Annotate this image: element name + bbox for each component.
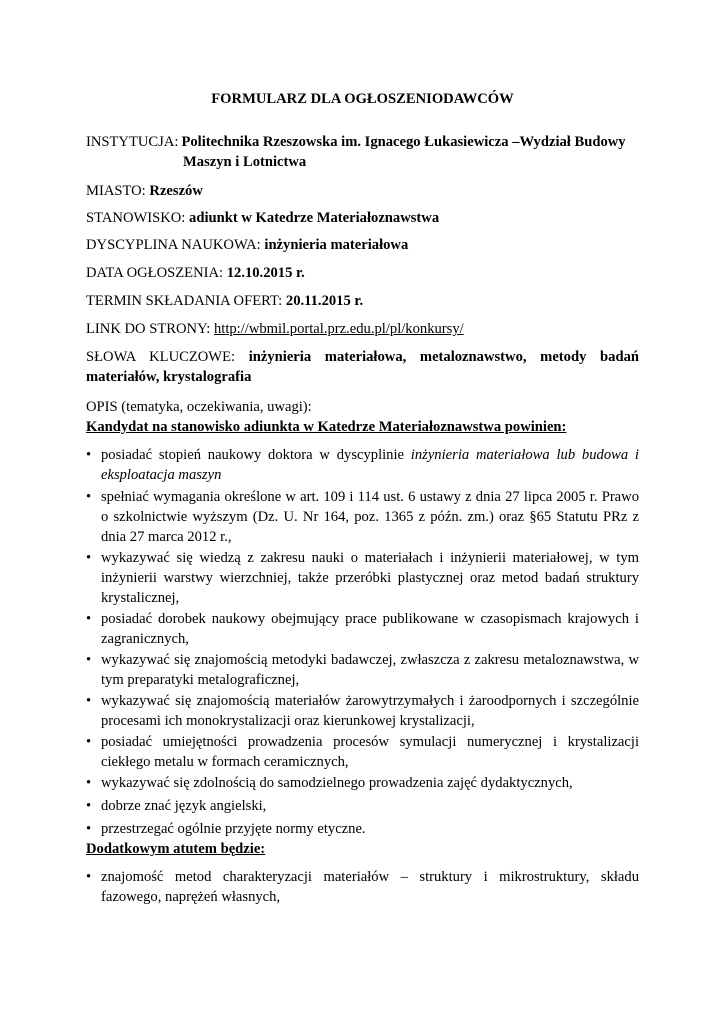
list-item bbox=[86, 867, 639, 907]
requirements-list bbox=[86, 445, 639, 839]
discipline-field bbox=[86, 235, 639, 255]
list-item bbox=[86, 487, 639, 547]
bullet-icon: • bbox=[86, 798, 92, 814]
city-label: MIASTO: bbox=[86, 183, 146, 199]
bullet-icon: • bbox=[86, 489, 92, 505]
list-item bbox=[86, 609, 639, 649]
deadline-value: 20.11.2015 r. bbox=[285, 293, 364, 309]
position-field bbox=[86, 208, 639, 228]
requirement-text: posiadać umiejętności prowadzenia procesów symulacji numerycznej i krystalizacji ciekłego metalu w formach ceramicznych, bbox=[101, 734, 639, 770]
requirement-text-italic: inżynieria materiałowa lub budowa i eksploatacja maszyn bbox=[101, 447, 639, 483]
requirement-text: wykazywać się znajomością materiałów żarowytrzymałych i żaroodpornych i szczególnie procesami ich monokrystalizacji oraz kierunkowej krystalizacji, bbox=[101, 693, 639, 729]
discipline-value: inżynieria materiałowa bbox=[264, 237, 409, 253]
description-label: OPIS (tematyka, oczekiwania, uwagi): bbox=[86, 399, 312, 415]
additional-heading: Dodatkowym atutem będzie: bbox=[86, 841, 266, 857]
page-title: FORMULARZ DLA OGŁOSZENIODAWCÓW bbox=[211, 91, 514, 107]
bullet-icon: • bbox=[86, 652, 92, 668]
requirement-text: dobrze znać język angielski, bbox=[101, 798, 267, 814]
bullet-icon: • bbox=[86, 869, 92, 885]
requirement-text: przestrzegać ogólnie przyjęte normy etyczne. bbox=[101, 821, 366, 837]
link-field bbox=[86, 319, 639, 339]
bullet-icon: • bbox=[86, 693, 92, 709]
announcement-date-value: 12.10.2015 r. bbox=[226, 265, 305, 281]
requirement-text: spełniać wymagania określone w art. 109 i 114 ust. 6 ustawy z dnia 27 lipca 2005 r. Prawo o szkolnictwie wyższym (Dz. U. Nr 164, poz. 1365 z późn. zm.) oraz §65 Statutu PRz z dnia 27 marca 2012 r., bbox=[101, 489, 639, 545]
additional-text: znajomość metod charakteryzacji materiałów – struktury i mikrostruktury, składu fazowego, naprężeń własnych, bbox=[101, 869, 639, 905]
additional-list bbox=[86, 867, 639, 907]
institution-value-line2: Maszyn i Lotnictwa bbox=[183, 154, 307, 170]
requirement-text: wykazywać się znajomością metodyki badawczej, zwłaszcza z zakresu metaloznawstwa, w tym preparatyki metalograficznej, bbox=[101, 652, 639, 688]
keywords-line1 bbox=[86, 347, 639, 367]
deadline-field bbox=[86, 291, 639, 311]
keywords-value-line1: inżynieria materiałowa, metaloznawstwo, metody badań bbox=[248, 349, 639, 365]
requirement-text: wykazywać się zdolnością do samodzielnego prowadzenia zajęć dydaktycznych, bbox=[101, 775, 573, 791]
list-item bbox=[86, 819, 639, 839]
institution-value-line1: Politechnika Rzeszowska im. Ignacego Łukasiewicza –Wydział Budowy bbox=[181, 134, 626, 150]
bullet-icon: • bbox=[86, 611, 92, 627]
bullet-icon: • bbox=[86, 447, 92, 463]
keywords-field bbox=[86, 347, 639, 387]
requirement-text: wykazywać się wiedzą z zakresu nauki o materiałach i inżynierii materiałowej, w tym inżynierii warstwy wierzchniej, także przeróbki plastycznej oraz metod badań struktury krystalicznej, bbox=[101, 550, 639, 606]
bullet-icon: • bbox=[86, 821, 92, 837]
list-item bbox=[86, 548, 639, 608]
deadline-label: TERMIN SKŁADANIA OFERT: bbox=[86, 293, 283, 309]
city-field bbox=[86, 181, 639, 201]
requirement-text: posiadać stopień naukowy doktora w dyscyplinie bbox=[101, 447, 411, 463]
position-value: adiunkt w Katedrze Materiałoznawstwa bbox=[189, 210, 440, 226]
discipline-label: DYSCYPLINA NAUKOWA: bbox=[86, 237, 261, 253]
list-item bbox=[86, 732, 639, 772]
bullet-icon: • bbox=[86, 775, 92, 791]
position-label: STANOWISKO: bbox=[86, 210, 186, 226]
announcement-date-label: DATA OGŁOSZENIA: bbox=[86, 265, 224, 281]
list-item bbox=[86, 773, 639, 793]
list-item bbox=[86, 445, 639, 485]
announcement-date-field bbox=[86, 263, 639, 283]
institution-label: INSTYTUCJA: bbox=[86, 134, 179, 150]
list-item bbox=[86, 650, 639, 690]
list-item bbox=[86, 796, 639, 816]
keywords-value-line2: materiałów, krystalografia bbox=[86, 369, 252, 385]
requirement-text: posiadać dorobek naukowy obejmujący prace publikowane w czasopismach krajowych i zagranicznych, bbox=[101, 611, 639, 647]
list-item bbox=[86, 691, 639, 731]
requirements-heading: Kandydat na stanowisko adiunkta w Katedrze Materiałoznawstwa powinien: bbox=[86, 419, 567, 435]
keywords-label: SŁOWA KLUCZOWE: bbox=[86, 349, 236, 365]
website-link[interactable]: http://wbmil.portal.prz.edu.pl/pl/konkursy/ bbox=[213, 321, 464, 337]
institution-field bbox=[86, 132, 639, 172]
bullet-icon: • bbox=[86, 550, 92, 566]
bullet-icon: • bbox=[86, 734, 92, 750]
link-label: LINK DO STRONY: bbox=[86, 321, 211, 337]
city-value: Rzeszów bbox=[149, 183, 203, 199]
